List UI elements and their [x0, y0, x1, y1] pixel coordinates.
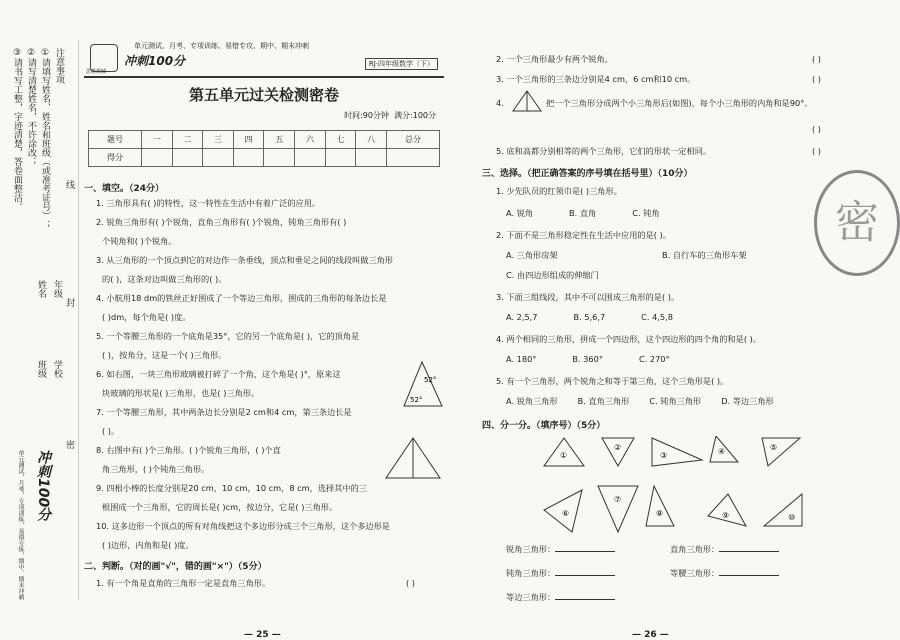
option-a[interactable]: A. 180° — [506, 354, 537, 364]
classify-right: 直角三角形： — [670, 544, 779, 555]
score-cell: 二 — [172, 131, 203, 149]
choice-3-options — [506, 312, 709, 323]
option-c[interactable]: C. 钝角 — [632, 208, 660, 218]
series-line: 单元测试、月考、专项训练、易错专攻、期中、期末冲刺 — [134, 42, 309, 50]
brand-title: 冲刺100分 — [124, 54, 186, 68]
class-field[interactable]: 班级 — [36, 360, 46, 378]
score-cell: 四 — [233, 131, 264, 149]
classify-equilateral: 等边三角形： — [506, 592, 615, 603]
judge-5-answer[interactable]: ( ) — [812, 146, 821, 156]
option-a[interactable]: A. 锐角三角形 — [506, 396, 558, 406]
triangle-9 — [708, 494, 746, 526]
question-9a: 9. 四根小棒的长度分别是20 cm，10 cm，10 cm，8 cm，选择其中的三 — [96, 483, 367, 493]
classify-acute: 锐角三角形： — [506, 544, 615, 555]
triangle-10 — [764, 494, 802, 526]
page-26 — [482, 38, 882, 640]
score-input[interactable] — [387, 149, 440, 167]
exam-meta — [344, 110, 436, 121]
broken-glass-figure — [402, 360, 444, 408]
score-input[interactable] — [203, 149, 234, 167]
question-4b: ( )dm，每个角是( )度。 — [102, 312, 191, 322]
option-b[interactable]: B. 直角 — [569, 208, 597, 218]
triangle-8 — [646, 486, 674, 526]
score-cell: 六 — [295, 131, 326, 149]
question-7a: 7. 一个等腰三角形，其中两条边长分别是2 cm和4 cm，第三条边长是 — [96, 407, 352, 417]
classify-isosceles: 等腰三角形： — [670, 568, 779, 579]
judge-4-num: 4. — [496, 98, 504, 108]
grade-tag: RJ·四年级数学（下） — [365, 58, 438, 70]
notice-1: ①请填写姓名、姓名和班级（或准考证号）； — [40, 48, 50, 229]
choice-2-c[interactable]: C. 由四边形组成的伸缩门 — [506, 270, 599, 280]
grade-field[interactable]: 年级 — [52, 280, 62, 298]
triangle-5 — [762, 438, 800, 466]
option-c[interactable]: C. 4,5,8 — [641, 312, 673, 322]
choice-5-options — [506, 396, 774, 407]
secret-stamp: 密 — [814, 170, 900, 276]
header-banner — [84, 38, 444, 78]
question-4a: 4. 小航用18 dm的铁丝正好围成了一个等边三角形，围成的三角形的每条边长是 — [96, 293, 387, 303]
score-input[interactable] — [325, 149, 356, 167]
svg-text:⑥: ⑥ — [562, 509, 570, 518]
vertical-brand: 冲刺100分 — [35, 450, 51, 522]
angle-label-bottom: 52° — [410, 396, 423, 404]
score-input[interactable] — [295, 149, 326, 167]
score-cell: 一 — [141, 131, 172, 149]
judge-1-answer[interactable]: ( ) — [406, 578, 415, 588]
exam-title: 第五单元过关检测密卷 — [188, 86, 339, 104]
seal2-mark: 密 — [64, 440, 74, 449]
notice-2: ②请写清楚姓名，不许涂改； — [26, 48, 36, 166]
judge-4-answer[interactable]: ( ) — [812, 124, 821, 134]
triangle-1 — [544, 438, 584, 466]
section-judge: 二、判断。（对的画"√"，错的画"×"）（5分） — [84, 562, 267, 572]
page-25 — [84, 38, 444, 640]
choice-1: 1. 少先队员的红领巾是( )三角形。 — [496, 186, 622, 196]
option-a[interactable]: A. 2,5,7 — [506, 312, 538, 322]
svg-text:⑧: ⑧ — [656, 509, 664, 518]
svg-text:⑤: ⑤ — [770, 443, 778, 452]
classify-obtuse: 钝角三角形： — [506, 568, 615, 579]
question-8b: 角三角形，( )个钝角三角形。 — [102, 464, 210, 474]
choice-1-options — [506, 208, 696, 219]
question-6a: 6. 如右图，一块三角形玻璃被打碎了一个角，这个角是( )°，原来这 — [96, 369, 341, 379]
score-cell: 得分 — [89, 149, 142, 167]
choice-2-b[interactable]: B. 自行车的三角形车架 — [662, 250, 747, 260]
isosceles-answer-line[interactable] — [719, 575, 779, 576]
option-c[interactable]: C. 钝角三角形 — [649, 396, 702, 406]
svg-text:④: ④ — [718, 447, 726, 456]
question-3b: 的( )，这条对边叫做三角形的( )。 — [102, 274, 227, 284]
section-fill: 一、填空。（24分） — [84, 184, 165, 194]
judge-3: 3. 一个三角形的三条边分别是4 cm，6 cm和10 cm。 — [496, 74, 696, 84]
choice-4-options — [506, 354, 706, 365]
notice-title: 注意事项 — [54, 48, 64, 84]
page-number-25: — 25 — — [244, 630, 281, 640]
question-5b: ( )，按角分，这是一个( )三角形。 — [102, 350, 227, 360]
choice-2: 2. 下面不是三角形稳定性在生活中应用的是( )。 — [496, 230, 671, 240]
option-b[interactable]: B. 直角三角形 — [577, 396, 630, 406]
triangle-6 — [544, 490, 582, 532]
page-number-26: — 26 — — [632, 630, 669, 640]
name-field[interactable]: 姓名 — [36, 280, 46, 298]
classify-triangles — [542, 436, 882, 538]
question-2b: 个钝角和( )个锐角。 — [102, 236, 177, 246]
choice-3: 3. 下面三组线段，其中不可以围成三角形的是( )。 — [496, 292, 680, 302]
triangle-count-figure — [384, 436, 442, 480]
judge-3-answer[interactable]: ( ) — [812, 74, 821, 84]
school-field[interactable]: 学校 — [52, 360, 62, 378]
score-input[interactable] — [233, 149, 264, 167]
option-a[interactable]: A. 锐角 — [506, 208, 534, 218]
triangle-2 — [602, 438, 634, 466]
choice-2-a[interactable]: A. 三角形房架 — [506, 250, 558, 260]
svg-text:③: ③ — [660, 451, 668, 460]
judge-5: 5. 底和高都分别相等的两个三角形，它们的形状一定相同。 — [496, 146, 712, 156]
question-3a: 3. 从三角形的一个顶点到它的对边作一条垂线，顶点和垂足之间的线段叫做三角形 — [96, 255, 393, 265]
question-2a: 2. 锐角三角形有( )个锐角，直角三角形有( )个锐角，钝角三角形有( ) — [96, 217, 347, 227]
section-choice: 三、选择。（把正确答案的序号填在括号里）（10分） — [482, 169, 693, 179]
svg-text:①: ① — [560, 451, 568, 460]
svg-text:⑩: ⑩ — [788, 513, 796, 522]
triangle-7 — [598, 486, 638, 532]
obtuse-answer-line[interactable] — [555, 575, 615, 576]
exam-time: 时间:90分钟 — [344, 111, 389, 120]
acute-answer-line[interactable] — [555, 551, 615, 552]
notice-3: ③请书写工整，字迹清楚，答卷面整洁。 — [12, 48, 22, 211]
right-answer-line[interactable] — [719, 551, 779, 552]
equilateral-answer-line[interactable] — [555, 599, 615, 600]
score-cell: 五 — [264, 131, 295, 149]
score-input[interactable] — [141, 149, 172, 167]
score-cell: 题号 — [89, 131, 142, 149]
angle-label-top: 52° — [424, 376, 437, 384]
choice-4: 4. 两个相同的三角形，拼成一个四边形，这个四边形的四个角的和是( )。 — [496, 334, 762, 344]
svg-text:⑨: ⑨ — [722, 511, 730, 520]
score-table — [88, 130, 440, 167]
choice-5: 5. 有一个三角形，两个锐角之和等于第三角，这个三角形是( )。 — [496, 376, 729, 386]
option-c[interactable]: C. 270° — [638, 354, 670, 364]
vertical-sub: 单元测试，月考，专项训练，易错专练，期中、期末冲刺 — [17, 450, 24, 600]
triangle-4 — [710, 436, 738, 462]
score-cell: 三 — [203, 131, 234, 149]
seal-mark: 封 — [64, 298, 74, 307]
question-6b: 块玻璃的形状是( )三角形，也是( )三角形。 — [102, 388, 260, 398]
question-9b: 根围成一个三角形，它的周长是( )cm，按边分，它是( )三角形。 — [102, 502, 338, 512]
question-10b: ( )边形，内角和是( )度。 — [102, 540, 194, 550]
question-7b: ( )。 — [102, 426, 120, 436]
option-b[interactable]: B. 360° — [572, 354, 603, 364]
split-triangle-figure — [512, 90, 542, 112]
question-5a: 5. 一个等腰三角形的一个底角是35°，它的另一个底角是( )，它的顶角是 — [96, 331, 360, 341]
line-mark: 线 — [64, 180, 74, 189]
question-10a: 10. 这多边形一个顶点的所有对角线把这个多边形分成三个三角形，这个多边形是 — [96, 521, 390, 531]
exam-full: 满分:100分 — [394, 111, 436, 120]
judge-1: 1. 有一个角是直角的三角形一定是直角三角形。 — [96, 578, 271, 588]
section-classify: 四、分一分。（填序号）（5分） — [482, 421, 606, 431]
svg-text:②: ② — [614, 443, 622, 452]
score-cell: 八 — [356, 131, 387, 149]
score-cell: 总分 — [387, 131, 440, 149]
score-row-values — [89, 149, 440, 167]
judge-2-answer[interactable]: ( ) — [812, 54, 821, 64]
triangle-3 — [652, 438, 702, 466]
score-input[interactable] — [172, 149, 203, 167]
judge-4: 把一个三角形分成两个小三角形后(如图)，每个小三角形的内角和是90°。 — [546, 98, 813, 108]
score-row-header — [89, 131, 440, 149]
svg-text:⑦: ⑦ — [614, 495, 622, 504]
binding-sidebar — [0, 40, 79, 600]
score-input[interactable] — [356, 149, 387, 167]
option-b[interactable]: B. 5,6,7 — [573, 312, 606, 322]
score-cell: 七 — [325, 131, 356, 149]
judge-2: 2. 一个三角形最少有两个锐角。 — [496, 54, 613, 64]
question-1: 1. 三角形具有( )的特性，这一特性在生活中有着广泛的应用。 — [96, 198, 321, 208]
score-input[interactable] — [264, 149, 295, 167]
option-d[interactable]: D. 等边三角形 — [721, 396, 774, 406]
publisher-name: 思维教辅 — [86, 69, 107, 75]
question-8a: 8. 右图中有( )个三角形。( )个锐角三角形，( )个直 — [96, 445, 281, 455]
